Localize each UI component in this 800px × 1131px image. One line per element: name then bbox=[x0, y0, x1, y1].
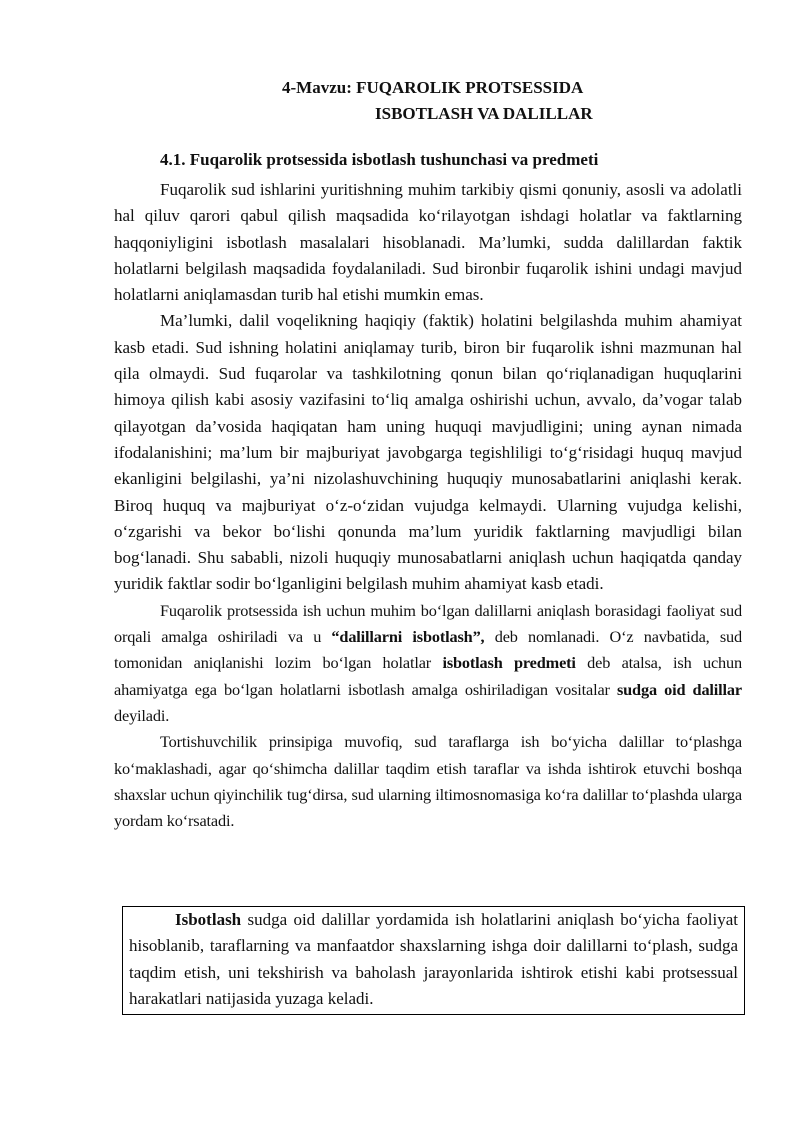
paragraph-3-text-e: deb atalsa, ish uchun ahamiyatga ega bo‘lgan holatlarni isbotlash amalga oshiriladigan vositalar bbox=[114, 653, 742, 699]
paragraph-1: Fuqarolik sud ishlarini yuritishning muhim tarkibiy qismi qonuniy, asosli va adolatli hal qiluv qarori qabul qilish maqsadida ko‘rilayotgan ishdagi holatlar va faktlarning haqqoniyligini isbotlash masalalari hisoblanadi. Ma’lumki, sudda dalillardan faktik holatlarni belgilash maqsadida foydalaniladi. Sud bironbir fuqarolik ishini undagi mavjud holatlarni aniqlamasdan turib hal etishi mumkin emas. bbox=[114, 180, 742, 305]
paragraph-4: Tortishuvchilik prinsipiga muvofiq, sud taraflarga ish bo‘yicha dalillar to‘plashga ko‘maklashadi, agar qo‘shimcha dalillar taqdim etish taraflar va ishda ishtirok etuvchi boshqa shaxslar uchun qiyinchilik tug‘dirsa, sud ularning iltimosnomasiga ko‘ra dalillar to‘plashda ularga yordam ko‘rsatadi. bbox=[114, 732, 742, 831]
section-heading: 4.1. Fuqarolik protsessida isbotlash tushunchasi va predmeti bbox=[160, 150, 599, 169]
paragraph-2: Ma’lumki, dalil voqelikning haqiqiy (faktik) holatini belgilashda muhim ahamiyat kasb etadi. Sud ishning holatini aniqlamay turib, biron bir fuqarolik ishni mazmunan hal qila olmaydi. Sud fuqarolar va tashkilotning qonun bilan qo‘riqlanadigan huquqlarini himoya qilish kabi asosiy vazifasini to‘liq amalga oshirishi uchun, avvalo, da’vogar talab qilayotgan da’vosida haqiqatan ham uning huquqi mavjudligini; uning aynan nimada ifodalanishini; ma’lum bir majburiyat javobgarga tegishliligi to‘g‘risidagi huquq mavjud ekanligini belgilashi, ya’ni nizolashuvchining huquqiy munosabatlarini aniqlashi kerak. Biroq huquq va majburiyat o‘z-o‘zidan vujudga kelmaydi. Ularning vujudga kelishi, o‘zgarishi va bekor bo‘lishi qonunda ma’lum yuridik faktlarning mavjudligi bilan bog‘lanadi. Shu sababli, nizoli huquqiy munosabatlarni aniqlash uchun haqiqatda qanday yuridik faktlar sodir bo‘lganligini belgilash muhim ahamiyat kasb etadi. bbox=[114, 311, 742, 594]
definition-term: Isbotlash bbox=[175, 910, 242, 929]
term-isbotlash-predmeti: isbotlash predmeti bbox=[442, 653, 576, 673]
body-text bbox=[114, 177, 742, 834]
definition-text: sudga oid dalillar yordamida ish holatlarini aniqlash bo‘yicha faoliyat hisoblanib, taraflarning va manfaatdor shaxslarning ishga doir dalillarni to‘plash, sudga taqdim etish, uni tekshirish va baholash jarayonlarida ishtirok etishi kabi protsessual harakatlari natijasida yuzaga keladi. bbox=[129, 910, 738, 1008]
paragraph-3-text-g: deyiladi. bbox=[114, 705, 170, 725]
definition-box bbox=[122, 906, 745, 1015]
paragraph-3-text-c: deb nomlanadi. O‘z navbatida, sud tomonidan aniqlanishi lozim bo‘lgan holatlar bbox=[114, 627, 742, 673]
page-title bbox=[114, 75, 742, 127]
paragraph-3 bbox=[114, 598, 742, 729]
paragraph-3-text-a: Fuqarolik protsessida ish uchun muhim bo‘lgan dalillarni aniqlash borasidagi faoliyat sud orqali amalga oshiriladi va u bbox=[114, 600, 742, 647]
term-sudga-oid-dalillar: sudga oid dalillar bbox=[616, 679, 742, 699]
definition-paragraph bbox=[129, 907, 738, 1012]
title-line-2: ISBOTLASH VA DALILLAR bbox=[375, 104, 593, 123]
title-line-1: 4-Mavzu: FUQAROLIK PROTSESSIDA bbox=[282, 78, 584, 97]
term-dalillarni-isbotlash: “dalillarni isbotlash”, bbox=[331, 627, 485, 647]
